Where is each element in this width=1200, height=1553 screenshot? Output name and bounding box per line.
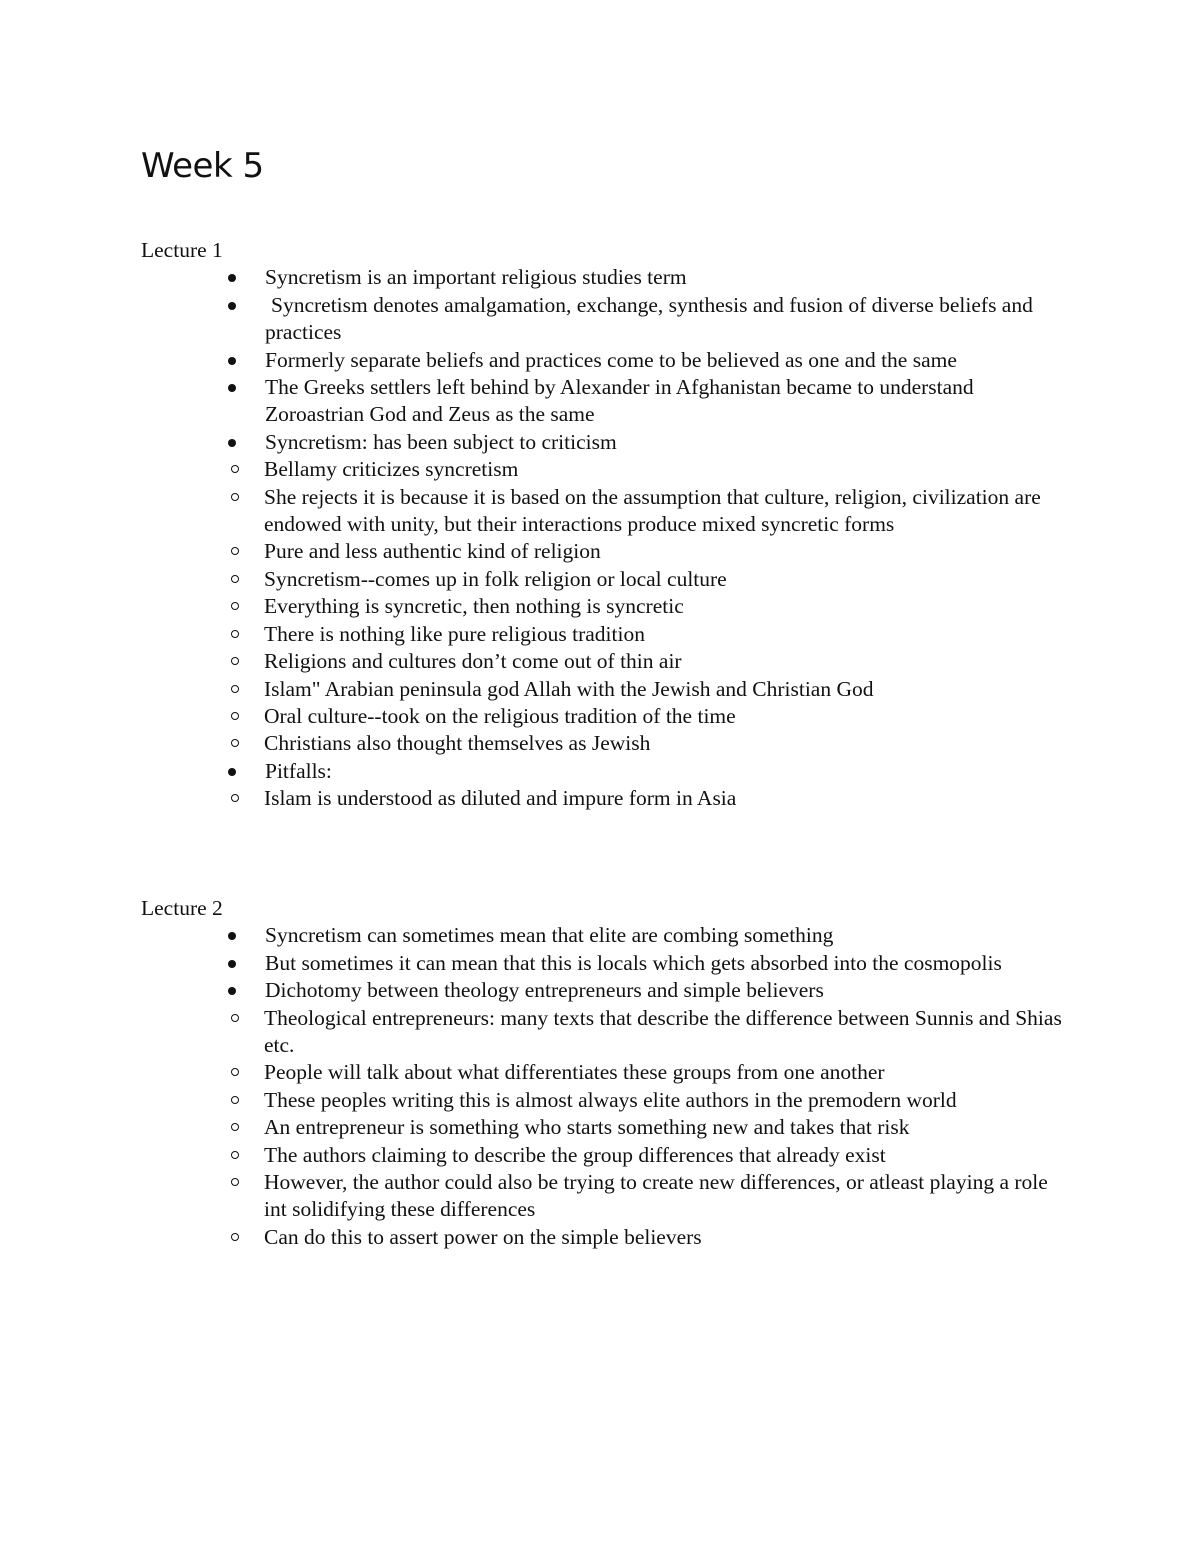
list-item [265,977,1071,1251]
sub-list-item-text: She rejects it is because it is based on the assumption that culture, religion, civilization are endowed with unity, but their interactions produce mixed syncretic forms [264,484,1041,537]
hollow-bullet-icon [231,630,239,638]
hollow-bullet-icon [231,712,239,720]
hollow-bullet-icon [231,547,239,555]
sub-list-item-text: Bellamy criticizes syncretism [264,457,519,482]
sub-list-item-text: Oral culture--took on the religious tradition of the time [264,703,736,728]
lecture-2-section [141,895,1071,1251]
bullet-icon [228,439,236,447]
list-item [265,264,1071,291]
sub-list-item-text: Pure and less authentic kind of religion [264,539,601,564]
bullet-icon [228,384,236,392]
bullet-icon [228,960,236,968]
sub-list-item [264,703,1071,730]
sub-list-item-text: Religions and cultures don’t come out of thin air [264,649,682,674]
bullet-list [141,264,1071,812]
sub-list-item-text: Islam is understood as diluted and impure form in Asia [264,786,737,811]
list-item [265,758,1071,813]
list-item [265,922,1071,949]
list-item-text: Syncretism: has been subject to criticism [265,429,617,454]
sub-list-item-text: However, the author could also be trying to create new differences, or atleast playing a role int solidifying these differences [264,1170,1048,1222]
sub-list-item-text: The authors claiming to describe the group differences that already exist [264,1142,886,1167]
hollow-bullet-icon [231,1178,239,1186]
hollow-bullet-icon [231,493,239,501]
lecture-heading: Lecture 1 [141,238,223,262]
list-item-text: Dichotomy between theology entrepreneurs and simple believers [265,978,824,1003]
sub-list-item [264,538,1071,565]
sub-list-item-text: People will talk about what differentiates these groups from one another [264,1060,885,1085]
hollow-bullet-icon [231,575,239,583]
sub-list-item [264,648,1071,675]
hollow-bullet-icon [231,1233,239,1241]
list-item-text: Syncretism can sometimes mean that elite are combing something [265,923,834,948]
list-item-text: Pitfalls: [265,758,332,783]
sub-list-item [264,456,1071,483]
sub-list-item [264,730,1071,757]
sub-list-item [264,1087,1071,1114]
bullet-icon [228,768,236,776]
sub-list-item [264,676,1071,703]
sub-list-item-text: These peoples writing this is almost always elite authors in the premodern world [264,1087,957,1112]
sub-bullet-list [141,456,1071,757]
hollow-bullet-icon [231,602,239,610]
sub-list-item [264,484,1071,539]
sub-list-item [264,566,1071,593]
sub-bullet-list [141,1005,1071,1252]
list-item [265,292,1071,347]
bullet-icon [228,274,236,282]
sub-list-item-text: Islam" Arabian peninsula god Allah with the Jewish and Christian God [264,676,874,701]
sub-list-item [264,621,1071,648]
hollow-bullet-icon [231,1123,239,1131]
hollow-bullet-icon [231,1068,239,1076]
sub-list-item [264,1005,1071,1060]
list-item [265,374,1071,429]
list-item-text: But sometimes it can mean that this is locals which gets absorbed into the cosmopolis [265,950,1002,975]
list-item [265,950,1071,977]
lecture-1-section [141,237,1071,813]
sub-list-item [264,785,1071,812]
sub-list-item-text: Can do this to assert power on the simple believers [264,1224,702,1249]
sub-list-item-text: There is nothing like pure religious tradition [264,621,645,646]
bullet-icon [228,932,236,940]
bullet-icon [228,357,236,365]
bullet-icon [228,987,236,995]
bullet-icon [228,302,236,310]
hollow-bullet-icon [231,1096,239,1104]
sub-bullet-list [141,785,1071,812]
sub-list-item [264,1114,1071,1141]
sub-list-item-text: Christians also thought themselves as Jewish [264,731,651,756]
bullet-list [141,922,1071,1251]
hollow-bullet-icon [231,1151,239,1159]
list-item-text: Syncretism is an important religious studies term [265,265,687,290]
sub-list-item-text: Syncretism--comes up in folk religion or local culture [264,566,727,591]
list-item-text: Formerly separate beliefs and practices come to be believed as one and the same [265,347,957,372]
sub-list-item [264,593,1071,620]
page-title: Week 5 [141,146,264,186]
sub-list-item-text: Theological entrepreneurs: many texts that describe the difference between Sunnis and Shias etc. [264,1005,1062,1058]
list-item [265,429,1071,758]
sub-list-item-text: Everything is syncretic, then nothing is syncretic [264,594,684,619]
hollow-bullet-icon [231,685,239,693]
list-item-text: Syncretism denotes amalgamation, exchange, synthesis and fusion of diverse beliefs and practices [265,292,1033,345]
hollow-bullet-icon [231,465,239,473]
sub-list-item [264,1224,1071,1251]
sub-list-item [264,1142,1071,1169]
hollow-bullet-icon [231,657,239,665]
list-item [265,347,1071,374]
lecture-heading: Lecture 2 [141,896,223,920]
sub-list-item [264,1059,1071,1086]
hollow-bullet-icon [231,794,239,802]
hollow-bullet-icon [231,1014,239,1022]
sub-list-item [264,1169,1071,1224]
hollow-bullet-icon [231,739,239,747]
sub-list-item-text: An entrepreneur is something who starts something new and takes that risk [264,1115,910,1140]
list-item-text: The Greeks settlers left behind by Alexander in Afghanistan became to understand Zoroastrian God and Zeus as the same [265,375,974,427]
